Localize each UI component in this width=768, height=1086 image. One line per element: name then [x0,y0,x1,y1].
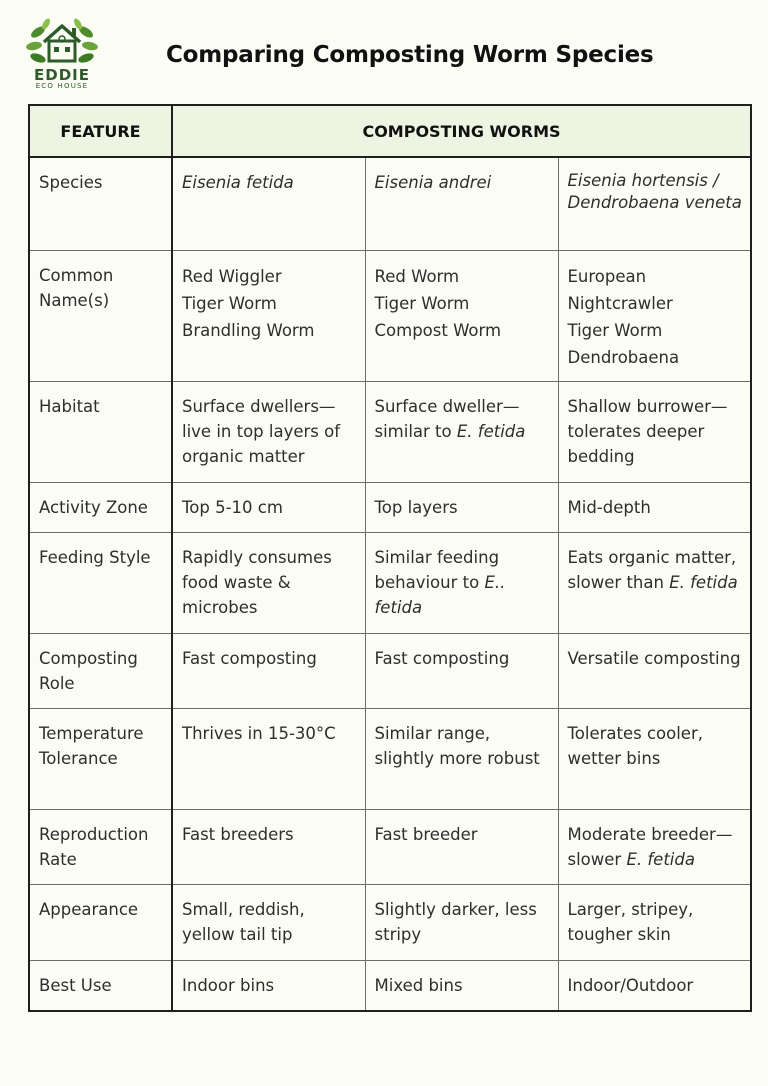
name-line: Brandling Worm [182,320,315,340]
table-row [29,633,751,708]
habitat-cell: Shallow burrower—tolerates deeper bedding [558,381,751,482]
brand-name: EDDIE [34,66,90,84]
house-leaf-icon [24,16,100,68]
feature-cell: Temperature Tolerance [29,708,172,809]
table-row [29,482,751,532]
name-line: Tiger Worm [567,320,663,340]
name-line: European Nightcrawler [567,266,673,313]
header-row [29,105,751,157]
habitat-cell [365,381,558,482]
appearance-cell: Slightly darker, less stripy [365,884,558,960]
appearance-cell: Larger, stripey, tougher skin [558,884,751,960]
comparison-table [28,104,752,1012]
table-row [29,809,751,884]
cell-italic: E.. fetida [374,572,506,617]
name-line: Tiger Worm [182,293,277,313]
cell-text: Similar feeding behaviour to [374,547,500,592]
feature-cell: Feeding Style [29,532,172,633]
brand-logo [24,16,100,92]
cell-italic: E. fetida [456,421,526,441]
cell-italic: E. fetida [669,572,738,592]
activity-cell: Top 5-10 cm [172,482,365,532]
cell-text: Surface dweller—similar to [374,396,520,441]
table-row [29,884,751,960]
best-use-cell: Indoor/Outdoor [558,960,751,1011]
feature-cell: Activity Zone [29,482,172,532]
feature-cell: Reproduction Rate [29,809,172,884]
feeding-cell [558,532,751,633]
table-row [29,381,751,482]
feature-cell: Appearance [29,884,172,960]
activity-cell: Mid-depth [558,482,751,532]
table-row [29,960,751,1011]
species-cell: Eisenia andrei [365,157,558,250]
common-names-cell [172,250,365,381]
table-row [29,250,751,381]
role-cell: Versatile composting [558,633,751,708]
name-line: Tiger Worm [374,293,470,313]
role-cell: Fast composting [172,633,365,708]
header-composting-worms: COMPOSTING WORMS [172,105,751,157]
table-row [29,708,751,809]
name-line: Red Worm [374,266,460,286]
reproduction-cell: Fast breeder [365,809,558,884]
common-names-cell [365,250,558,381]
role-cell: Fast composting [365,633,558,708]
species-cell: Eisenia fetida [172,157,365,250]
brand-subtitle: ECO HOUSE [35,82,89,90]
temperature-cell: Tolerates cooler, wetter bins [558,708,751,809]
cell-text: Moderate breeder—slower [567,824,733,869]
name-line: Red Wiggler [182,266,282,286]
feeding-cell [365,532,558,633]
header-feature: FEATURE [29,105,172,157]
name-line: Dendrobaena [567,347,680,367]
best-use-cell: Mixed bins [365,960,558,1011]
reproduction-cell: Fast breeders [172,809,365,884]
name-line: Compost Worm [374,320,502,340]
feature-cell: Habitat [29,381,172,482]
best-use-cell: Indoor bins [172,960,365,1011]
feature-cell: Best Use [29,960,172,1011]
feature-cell: Composting Role [29,633,172,708]
table-row [29,532,751,633]
feature-cell: Species [29,157,172,250]
feeding-cell: Rapidly consumes food waste & microbes [172,532,365,633]
page-title: Comparing Composting Worm Species [166,42,654,68]
table-row [29,157,751,250]
temperature-cell: Thrives in 15-30°C [172,708,365,809]
activity-cell: Top layers [365,482,558,532]
cell-italic: E. fetida [626,849,695,869]
appearance-cell: Small, reddish, yellow tail tip [172,884,365,960]
common-names-cell [558,250,751,381]
temperature-cell: Similar range, slightly more robust [365,708,558,809]
reproduction-cell [558,809,751,884]
cell-text: Eats organic matter, slower than [567,547,737,592]
species-cell: Eisenia hortensis / Dendrobaena veneta [558,157,751,250]
feature-cell: Common Name(s) [29,250,172,381]
habitat-cell: Surface dwellers—live in top layers of organic matter [172,381,365,482]
